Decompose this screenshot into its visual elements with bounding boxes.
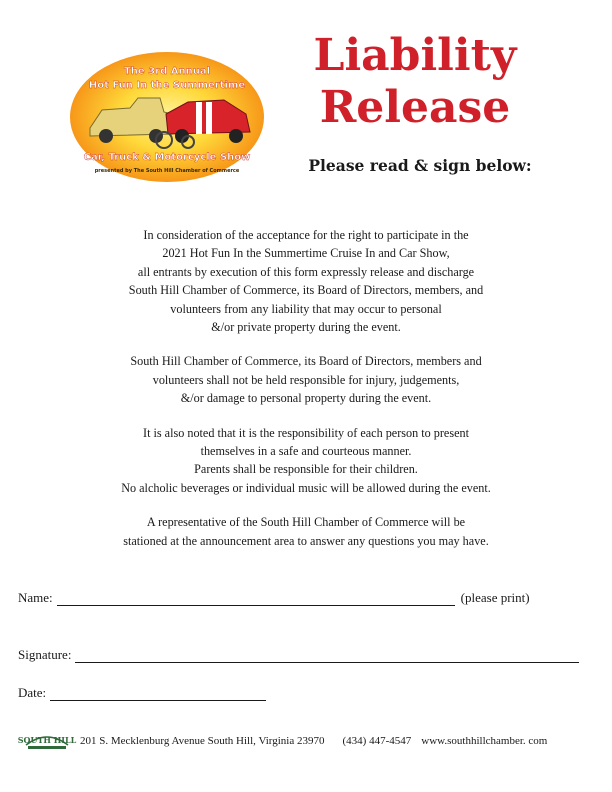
paragraph-conduct bbox=[40, 424, 572, 498]
chamber-logo bbox=[17, 727, 77, 755]
text-line: No alcholic beverages or individual music will be allowed during the event. bbox=[121, 480, 491, 495]
date-input-line[interactable] bbox=[50, 688, 266, 701]
name-label: Name: bbox=[18, 590, 53, 605]
title-line1: Liability bbox=[313, 30, 517, 81]
logo-line4: presented by The South Hill Chamber of Commerce bbox=[94, 168, 240, 174]
name-field-row bbox=[18, 590, 530, 606]
document-subtitle: Please read & sign below: bbox=[308, 156, 532, 175]
text-line: Parents shall be responsible for their children. bbox=[194, 462, 418, 477]
footer-phone: (434) 447-4547 bbox=[342, 735, 412, 747]
chamber-logo-text: SOUTH HILL bbox=[17, 735, 77, 745]
text-line: It is also noted that it is the responsibility of each person to present bbox=[143, 425, 469, 440]
paragraph-representative bbox=[40, 513, 572, 550]
event-logo bbox=[68, 50, 266, 184]
paragraph-responsibility bbox=[40, 352, 572, 407]
signature-label: Signature: bbox=[18, 647, 72, 662]
text-line: A representative of the South Hill Chamber of Commerce will be bbox=[146, 515, 466, 530]
text-line: stationed at the announcement area to answer any questions you may have. bbox=[123, 533, 489, 548]
document-title bbox=[290, 30, 540, 134]
text-line: In consideration of the acceptance for the right to participate in the bbox=[143, 228, 469, 242]
title-line2: Release bbox=[319, 82, 511, 133]
text-line: South Hill Chamber of Commerce, its Board of Directors, members, and bbox=[128, 283, 484, 298]
text-line: 2021 Hot Fun In the Summertime Cruise In and Car Show, bbox=[162, 246, 450, 261]
text-line: &/or damage to personal property during the event. bbox=[180, 391, 432, 406]
paragraph-consideration bbox=[40, 226, 572, 336]
footer-website[interactable]: www.southhillchamber. com bbox=[421, 735, 548, 747]
text-line: all entrants by execution of this form expressly release and discharge bbox=[137, 264, 475, 279]
logo-line3: Car, Truck & Motorcycle Show bbox=[83, 152, 251, 163]
text-line: &/or private property during the event. bbox=[211, 320, 401, 335]
release-body bbox=[40, 226, 572, 566]
signature-field-row bbox=[18, 647, 579, 663]
footer bbox=[17, 726, 594, 756]
date-label: Date: bbox=[18, 685, 47, 700]
logo-line1: The 3rd Annual bbox=[123, 66, 211, 77]
logo-line2: Hot Fun In the Summertime bbox=[88, 80, 246, 91]
text-line: volunteers shall not be held responsible for injury, judgements, bbox=[152, 372, 460, 387]
text-line: South Hill Chamber of Commerce, its Board of Directors, members and bbox=[130, 354, 482, 369]
footer-address: 201 S. Mecklenburg Avenue South Hill, Virginia 23970 bbox=[80, 735, 325, 747]
name-note: (please print) bbox=[460, 590, 530, 605]
text-line: volunteers from any liability that may occur to personal bbox=[170, 301, 442, 316]
signature-input-line[interactable] bbox=[75, 650, 579, 663]
date-field-row bbox=[18, 685, 266, 701]
name-input-line[interactable] bbox=[57, 593, 455, 606]
text-line: themselves in a safe and courteous manner. bbox=[200, 444, 412, 459]
event-logo-graphic bbox=[68, 50, 266, 184]
